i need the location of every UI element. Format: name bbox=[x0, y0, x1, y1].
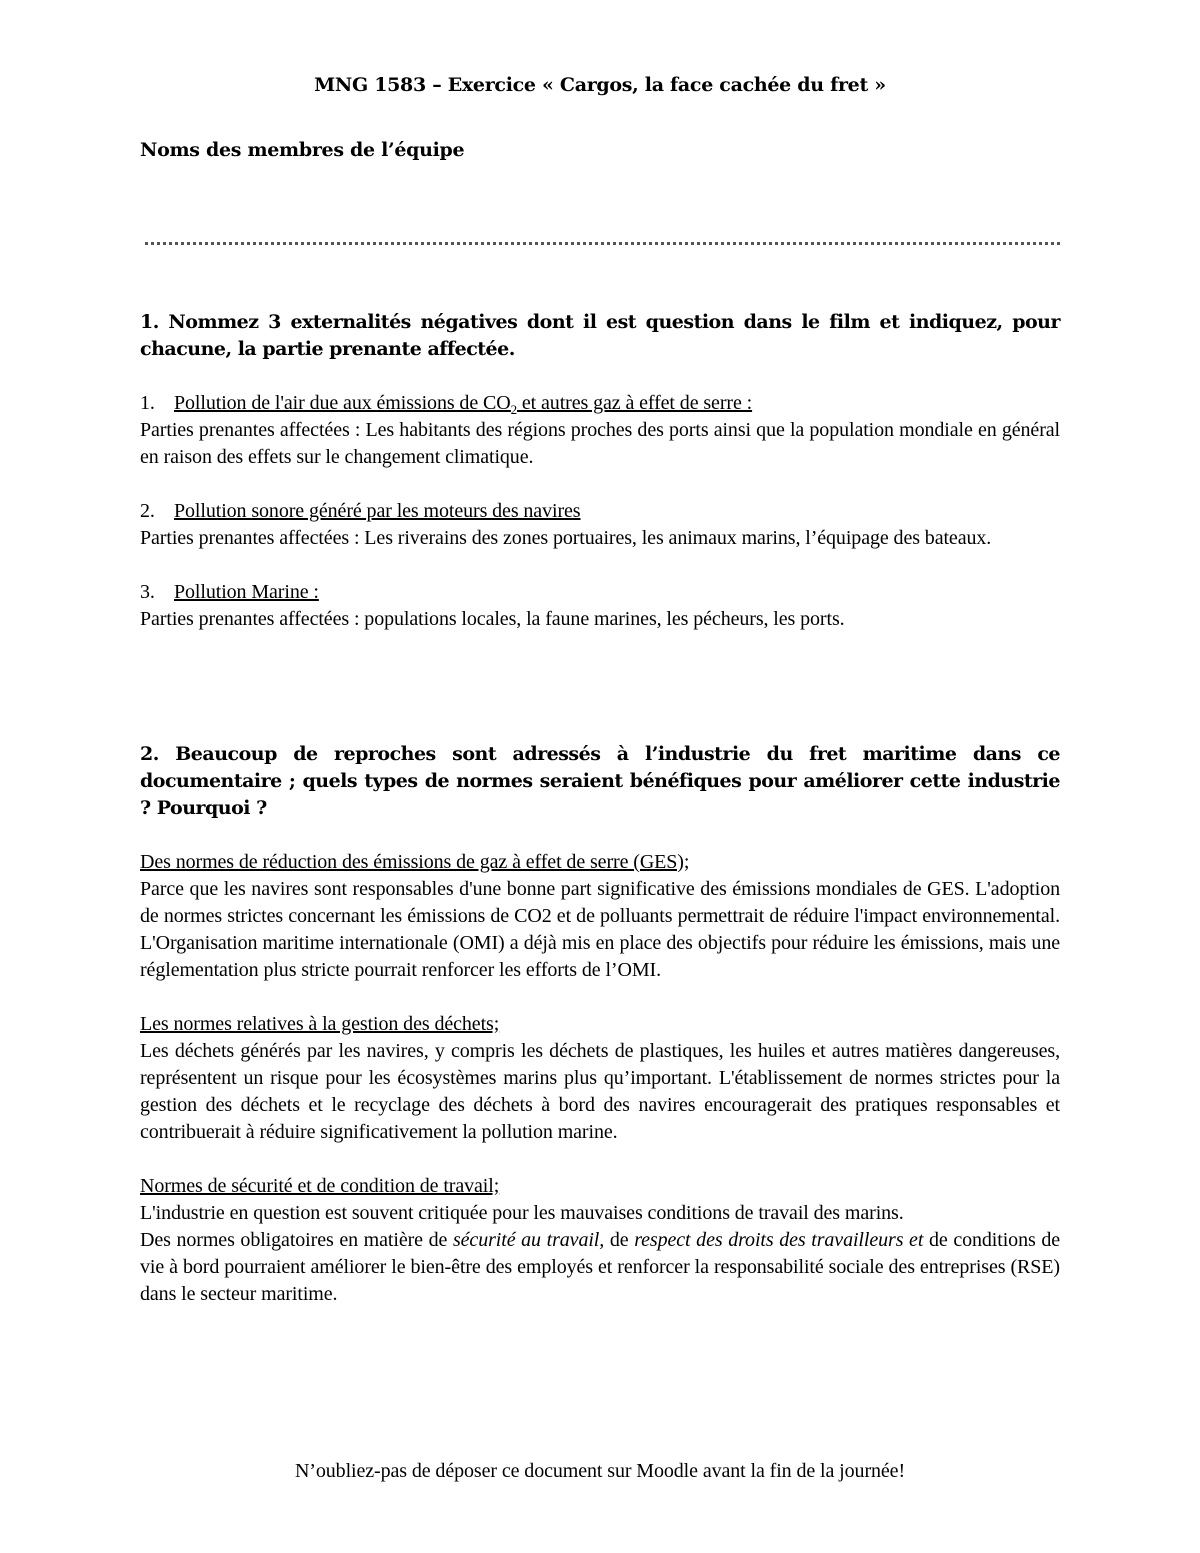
footer-reminder: N’oubliez-pas de déposer ce document sur Moodle avant la fin de la journée! bbox=[294, 1460, 906, 1482]
norm-1-body: Parce que les navires sont responsables d'une bonne part significative des émissions mondiales de GES. L'adoption de normes strictes concernant les émissions de CO2 et de polluants permettrait de réduire l'impact environnemental. L'Organisation maritime internationale (OMI) a déjà mis en place des objectifs pour réduire les émissions, mais une réglementation plus stricte pourrait renforcer les efforts de l’OMI. bbox=[140, 878, 1060, 981]
team-names-label: Noms des membres de l’équipe bbox=[140, 139, 465, 161]
norm-1-title: Des normes de réduction des émissions de gaz à effet de serre (GES); bbox=[140, 851, 690, 873]
norm-3-title: Normes de sécurité et de condition de travail; bbox=[140, 1175, 500, 1197]
question-2-answer bbox=[140, 849, 1060, 1308]
externality-2-body: Parties prenantes affectées : Les riverains des zones portuaires, les animaux marins, l’équipage des bateaux. bbox=[140, 527, 992, 549]
page-title: MNG 1583 – Exercice « Cargos, la face cachée du fret » bbox=[314, 74, 886, 96]
question-1-heading: 1. Nommez 3 externalités négatives dont il est question dans le film et indiquez, pour chacune, la partie prenante affectée. bbox=[140, 311, 1060, 360]
team-names-dotted-line bbox=[145, 242, 1060, 245]
externality-2-title: 2. Pollution sonore généré par les moteurs des navires bbox=[140, 498, 1060, 525]
item-number: 3. bbox=[140, 581, 155, 603]
question-2-heading: 2. Beaucoup de reproches sont adressés à l’industrie du fret maritime dans ce documentaire ; quels types de normes seraient bénéfiques pour améliorer cette industrie ? Pourquoi ? bbox=[140, 743, 1060, 819]
norm-3-body-line1: L'industrie en question est souvent critiquée pour les mauvaises conditions de travail des marins. bbox=[140, 1202, 904, 1224]
document-page bbox=[140, 72, 1060, 1308]
externality-3-title: 3. Pollution Marine : bbox=[140, 579, 1060, 606]
externality-1-body: Parties prenantes affectées : Les habitants des régions proches des ports ainsi que la population mondiale en général en raison des effets sur le changement climatique. bbox=[140, 419, 1060, 468]
item-number: 1. bbox=[140, 392, 155, 414]
norm-2-body: Les déchets générés par les navires, y compris les déchets de plastiques, les huiles et autres matières dangereuses, représentent un risque pour les écosystèmes marins plus qu’important. L'établissement de normes strictes pour la gestion des déchets et le recyclage des déchets à bord des navires encouragerait des pratiques responsables et contribuerait à réduire significativement la pollution marine. bbox=[140, 1040, 1060, 1143]
item-number: 2. bbox=[140, 500, 155, 522]
externality-3-body: Parties prenantes affectées : populations locales, la faune marines, les pécheurs, les ports. bbox=[140, 608, 845, 630]
externality-1-title: 1. Pollution de l'air due aux émissions de $CO_2$ et autres gaz à effet de serre : bbox=[140, 392, 753, 417]
norm-2-title: Les normes relatives à la gestion des déchets; bbox=[140, 1013, 500, 1035]
norm-3-body: Des normes obligatoires en matière de sécurité au travail, de respect des droits des travailleurs et de conditions de vie à bord pourraient améliorer le bien-être des employés et renforcer la responsabilité sociale des entreprises (RSE) dans le secteur maritime. bbox=[140, 1229, 1060, 1305]
question-1-answer bbox=[140, 390, 1060, 633]
